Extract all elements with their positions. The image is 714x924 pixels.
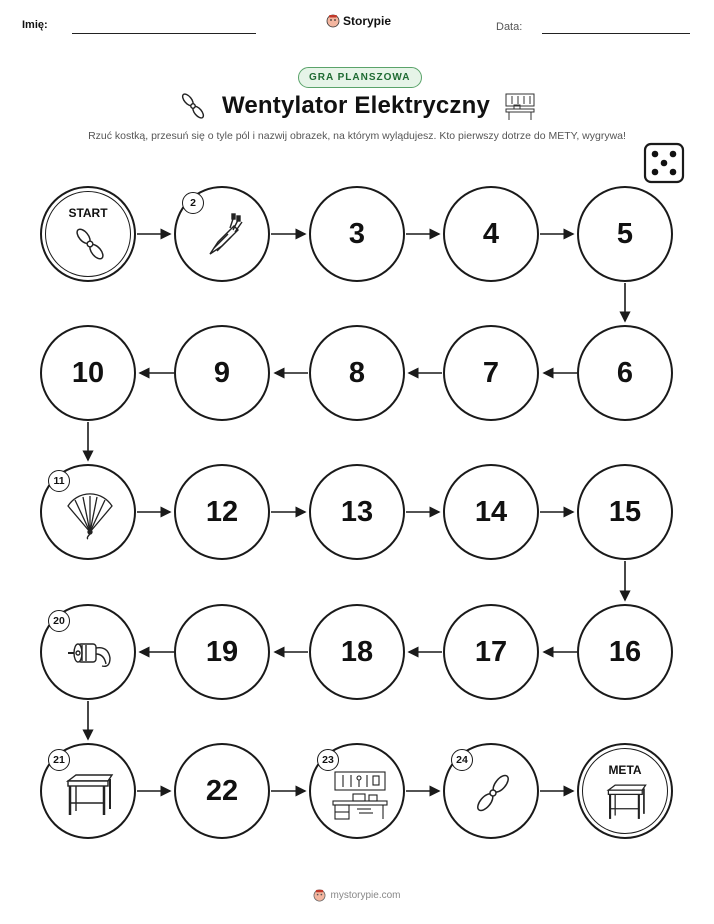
space-number: 12 (205, 495, 239, 528)
board-space-7[interactable] (443, 325, 539, 421)
space-number-badge: 20 (48, 610, 70, 632)
board-space-22[interactable] (174, 743, 270, 839)
board-space-11[interactable] (40, 464, 136, 560)
board-space-17[interactable] (443, 604, 539, 700)
footer-url[interactable]: mystorypie.com (330, 890, 401, 901)
board-space-9[interactable] (174, 325, 270, 421)
space-number: 14 (474, 495, 508, 528)
start-label: START (68, 206, 108, 220)
board-space-start[interactable] (40, 186, 136, 282)
space-number: 10 (71, 356, 105, 389)
brand-name: Storypie (343, 14, 392, 28)
board-space-2[interactable] (174, 186, 270, 282)
board-space-meta[interactable] (577, 743, 673, 839)
space-number: 22 (205, 774, 239, 807)
space-number: 16 (608, 635, 642, 668)
board-space-13[interactable] (309, 464, 405, 560)
board-space-4[interactable] (443, 186, 539, 282)
date-label: Data: (496, 21, 523, 33)
meta-label: META (608, 763, 642, 777)
table-icon (605, 783, 649, 821)
board-space-5[interactable] (577, 186, 673, 282)
game-type-badge: GRA PLANSZOWA (298, 67, 422, 88)
board-space-3[interactable] (309, 186, 405, 282)
board-space-21[interactable] (40, 743, 136, 839)
name-label: Imię: (22, 19, 48, 31)
board-space-18[interactable] (309, 604, 405, 700)
board-space-10[interactable] (40, 325, 136, 421)
space-number: 8 (348, 356, 366, 389)
space-number: 7 (482, 356, 500, 389)
board-space-8[interactable] (309, 325, 405, 421)
space-number: 4 (482, 217, 500, 250)
board-space-19[interactable] (174, 604, 270, 700)
page-title: Wentylator Elektryczny (221, 92, 491, 119)
space-number: 18 (340, 635, 374, 668)
board-space-24[interactable] (443, 743, 539, 839)
propeller-icon (72, 226, 108, 262)
space-number-badge: 11 (48, 470, 70, 492)
space-number: 15 (608, 495, 642, 528)
space-number-badge: 24 (451, 749, 473, 771)
board-space-14[interactable] (443, 464, 539, 560)
space-number: 5 (616, 217, 634, 250)
board-space-12[interactable] (174, 464, 270, 560)
space-number: 13 (340, 495, 374, 528)
wires-icon (204, 212, 244, 258)
space-number-badge: 23 (317, 749, 339, 771)
storypie-mascot-icon (313, 889, 326, 902)
instructions: Rzuć kostką, przesuń się o tyle pól i nazwij obrazek, na którym wylądujesz. Kto pierwszy dotrze do METY, wygrywa! (88, 130, 626, 142)
space-number-badge: 2 (182, 192, 204, 214)
board-space-20[interactable] (40, 604, 136, 700)
footer (0, 889, 714, 902)
space-number: 3 (348, 217, 366, 250)
hand-fan-icon (64, 492, 116, 540)
board-space-15[interactable] (577, 464, 673, 560)
workshop-icon (331, 769, 389, 821)
space-number-badge: 21 (48, 749, 70, 771)
space-number: 6 (616, 356, 634, 389)
motor-icon (66, 636, 114, 674)
space-number: 19 (205, 635, 239, 668)
board-space-16[interactable] (577, 604, 673, 700)
board-space-23[interactable] (309, 743, 405, 839)
propeller-icon (473, 771, 513, 815)
space-number: 9 (213, 356, 231, 389)
table-icon (64, 773, 116, 817)
board-space-6[interactable] (577, 325, 673, 421)
space-number: 17 (474, 635, 508, 668)
